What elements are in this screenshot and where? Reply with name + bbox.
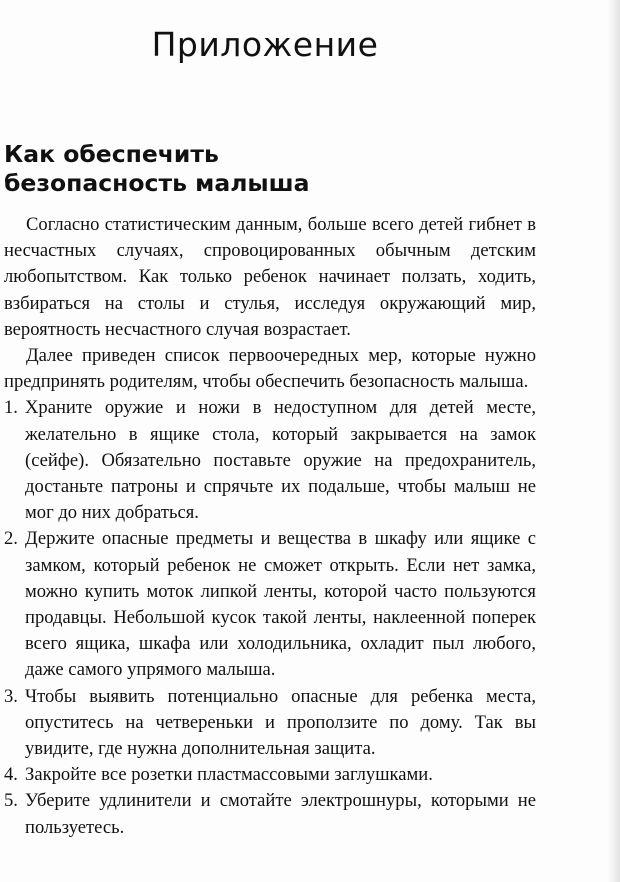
list-item-text: Держите опасные предметы и вещества в шкафу или ящике с замком, который ребенок не сможет открыть. Если нет замка, можно купить моток липкой ленты, которой часто пользуются продавцы. Небольшой кусок такой ленты, наклеенной поперек всего ящика, шкафа или холодильника, охладит пыл любого, даже самого упрямого малыша.	[25, 528, 536, 681]
list-item-text: Храните оружие и ножи в недоступном для детей месте, желательно в ящике стола, который закрывается на замок (сейфе). Обязательно поставьте оружие на предохранитель, достаньте патроны и спрячьте их подальше, чтобы малыш не мог до них добраться.	[25, 397, 536, 524]
list-item	[4, 762, 536, 788]
list-item-number: 1.	[4, 397, 18, 419]
list-item	[4, 684, 536, 763]
list-item-number: 2.	[4, 528, 18, 550]
paragraph-list-lead: Далее приведен список первоочередных мер, которые нужно предпринять родителям, чтобы обеспечить безопасность малыша.	[4, 345, 536, 393]
chapter-title: Приложение	[151, 25, 379, 64]
list-item	[4, 788, 536, 840]
list-item-number: 4.	[4, 764, 18, 786]
list-item-text: Уберите удлинители и смотайте электрошнуры, которыми не пользуетесь.	[25, 790, 536, 838]
paragraph-intro: Согласно статистическим данным, больше всего детей гибнет в несчастных случаях, спровоцированных обычным детским любопытством. Как только ребенок начинает ползать, ходить, взбираться на столы и стулья, исследуя окружающий мир, вероятность несчастного случая возрастает.	[4, 214, 536, 340]
list-item-text: Чтобы выявить потенциально опасные для ребенка места, опуститесь на четвереньки и проползите по дому. Так вы увидите, где нужна дополнительная защита.	[25, 685, 536, 760]
list-item-number: 3.	[4, 685, 18, 707]
section-heading-line-2: безопасность малыша	[4, 169, 310, 197]
section-heading	[4, 140, 564, 198]
body-text	[4, 212, 536, 841]
list-item	[4, 395, 536, 526]
safety-measures-list	[4, 395, 536, 840]
section-heading-line-1: Как обеспечить	[4, 140, 219, 168]
page-edge-shadow	[606, 0, 620, 882]
list-item-number: 5.	[4, 790, 18, 812]
list-item-text: Закройте все розетки пластмассовыми заглушками.	[25, 764, 433, 786]
list-item	[4, 526, 536, 683]
